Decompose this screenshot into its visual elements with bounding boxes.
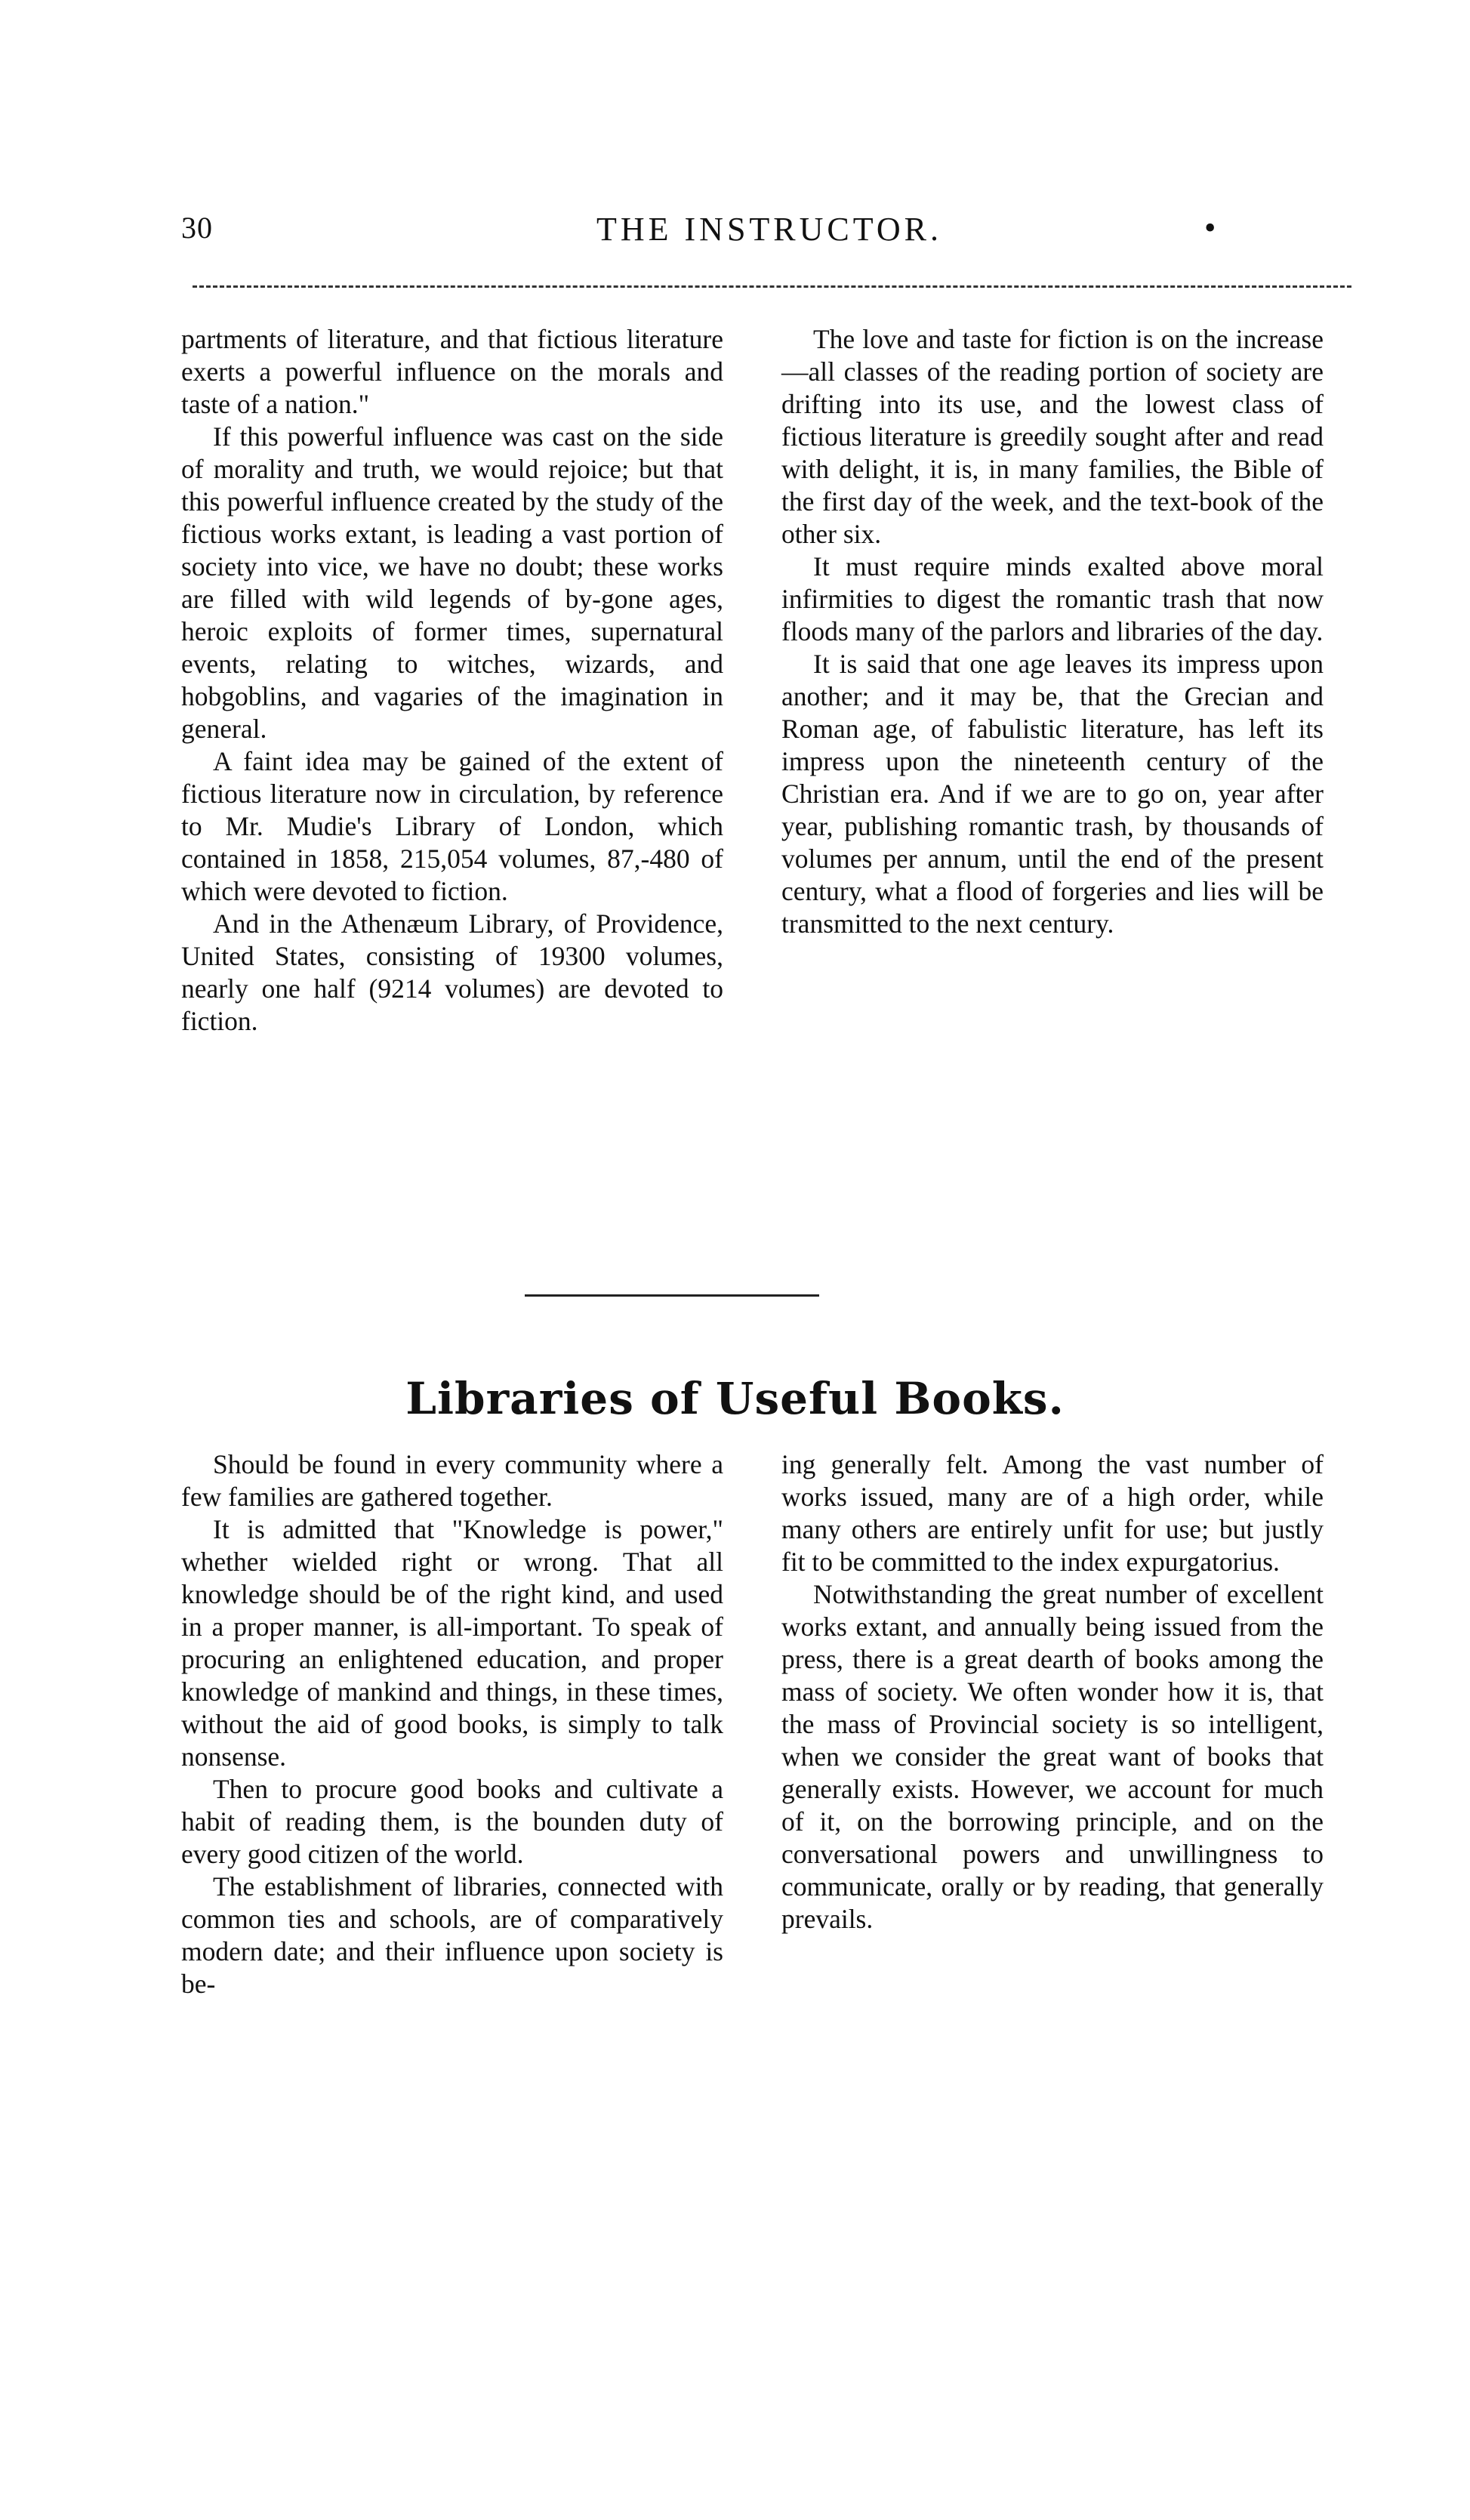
paragraph: Should be found in every community where a few families are gathered together. [181, 1449, 723, 1512]
paragraph: It is admitted that "Knowledge is power," whether wielded right or wrong. That all knowledge should be of the right kind, and used in a proper manner, is all-important. To speak of procuring an enlightened education, and proper knowledge of mankind and things, in these times, without the aid of good books, is simply to talk nonsense. [181, 1514, 723, 1772]
paragraph: Notwithstanding the great number of excellent works extant, and annually being issued from the press, there is a great dearth of books among the mass of society. We often wonder how it is, that the mass of Provincial society is so intelligent, when we consider the great want of books that generally exists. However, we account for much of it, on the borrowing principle, and on the conversational powers and unwillingness to communicate, orally or by reading, that generally prevails. [781, 1579, 1324, 1934]
running-head [181, 210, 1299, 255]
paragraph: partments of literature, and that fictious literature exerts a powerful influence on the morals and taste of a nation." [181, 324, 723, 419]
header-rule [193, 285, 1351, 288]
paragraph: It is said that one age leaves its impress upon another; and it may be, that the Grecian and Roman age, of fabulistic literature, has left its impress upon the nineteenth century of the Christian era. And if we are to go on, year after year, publishing romantic trash, by thousands of volumes per annum, until the end of the present century, what a flood of forgeries and lies will be transmitted to the next century. [781, 649, 1324, 939]
page-number: 30 [181, 211, 213, 245]
paragraph: Then to procure good books and cultivate a habit of reading them, is the bounden duty of every good citizen of the world. [181, 1774, 723, 1869]
header-dot: • [1204, 209, 1216, 246]
article2-column-right [781, 1448, 1324, 1935]
article1-column-right [781, 323, 1324, 940]
article-heading: Libraries of Useful Books. [405, 1373, 1065, 1424]
article2-column-left [181, 1448, 723, 2000]
paragraph: A faint idea may be gained of the extent of fictious literature now in circulation, by reference to Mr. Mudie's Library of London, which contained in 1858, 215,054 volumes, 87,-480 of which were devoted to fiction. [181, 746, 723, 906]
article1-column-left [181, 323, 723, 1038]
journal-title: THE INSTRUCTOR. [596, 211, 942, 248]
paragraph: The love and taste for fiction is on the increase—all classes of the reading portion of society are drifting into its use, and the lowest class of fictious literature is greedily sought after and read with delight, it is, in many families, the Bible of the first day of the week, and the text-book of the other six. [781, 324, 1324, 549]
section-divider [525, 1294, 819, 1297]
paragraph: It must require minds exalted above moral infirmities to digest the romantic trash that now floods many of the parlors and libraries of the day. [781, 551, 1324, 646]
paragraph: And in the Athenæum Library, of Providence, United States, consisting of 19300 volumes, nearly one half (9214 volumes) are devoted to fiction. [181, 908, 723, 1036]
paragraph: If this powerful influence was cast on the side of morality and truth, we would rejoice; but that this powerful influence created by the study of the fictious works extant, is leading a vast portion of society into vice, we have no doubt; these works are filled with wild legends of by-gone ages, heroic exploits of former times, supernatural events, relating to witches, wizards, and hobgoblins, and vagaries of the imagination in general. [181, 421, 723, 744]
paragraph: ing generally felt. Among the vast number of works issued, many are of a high order, while many others are entirely unfit for use; but justly fit to be committed to the index expurgatorius. [781, 1449, 1324, 1577]
paragraph: The establishment of libraries, connected with common ties and schools, are of comparatively modern date; and their influence upon society is be- [181, 1871, 723, 1999]
